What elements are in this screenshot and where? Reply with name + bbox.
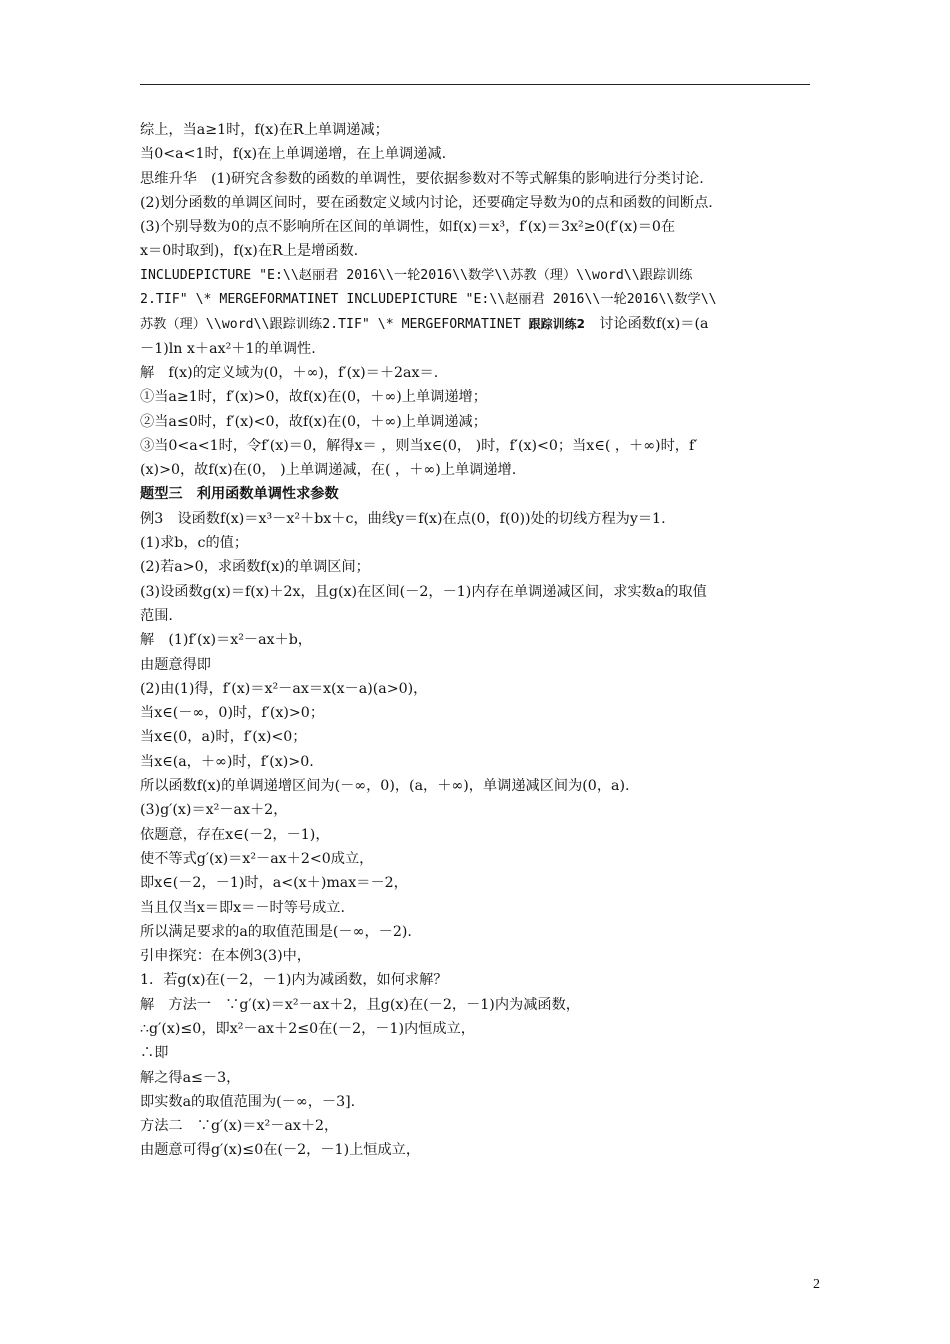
text-line: (3)设函数g(x)＝f(x)＋2x，且g(x)在区间(－2，－1)内存在单调递减区间，求实数a的取值 xyxy=(140,583,707,600)
text-line: 即x∈(－2，－1)时，a<(x＋)max＝－2， xyxy=(140,875,408,892)
page-number: 2 xyxy=(813,1277,820,1292)
text-line: －1)ln x＋ax²＋1的单调性. xyxy=(140,340,316,357)
text-line: (2)划分函数的单调区间时，要在函数定义域内讨论，还要确定导数为0的点和函数的间断点. xyxy=(140,194,713,211)
text-line: ∴g′(x)≤0，即x²－ax＋2≤0在(－2，－1)内恒成立， xyxy=(140,1020,475,1037)
text-line: 由题意得即 xyxy=(140,656,211,673)
text-line: ③当0<a<1时，令f′(x)＝0，解得x＝ ，则当x∈(0， )时，f′(x)<0；当x∈( ，＋∞)时，f′ xyxy=(140,437,698,454)
text-line: 方法二 ∵g′(x)＝x²－ax＋2， xyxy=(140,1118,339,1135)
document-body xyxy=(140,118,812,1163)
text-line: 由题意可得g′(x)≤0在(－2，－1)上恒成立， xyxy=(140,1142,421,1159)
text-line: 1．若g(x)在(－2，－1)内为减函数，如何求解？ xyxy=(140,972,448,989)
text-line: 解 方法一 ∵g′(x)＝x²－ax＋2，且g(x)在(－2，－1)内为减函数， xyxy=(140,996,580,1013)
text-line: x＝0时取到)，f(x)在R上是增函数. xyxy=(140,243,359,260)
text-line: 当且仅当x＝即x＝－时等号成立. xyxy=(140,899,345,916)
field-code-line: INCLUDEPICTURE "E:\\赵丽君 2016\\一轮2016\\数学\\苏教（理）\\word\\跟踪训练 xyxy=(140,267,693,283)
text-line: 解之得a≤－3， xyxy=(140,1069,241,1086)
text-line: 例3 设函数f(x)＝x³－x²＋bx＋c，曲线y＝f(x)在点(0，f(0))处的切线方程为y＝1. xyxy=(140,510,666,527)
text-line: (2)若a>0，求函数f(x)的单调区间； xyxy=(140,559,370,576)
text-line: 综上，当a≥1时，f(x)在R上单调递减； xyxy=(140,122,389,138)
text-line: ②当a≤0时，f′(x)<0，故f(x)在(0，＋∞)上单调递减； xyxy=(140,413,487,430)
text-line: 当0<a<1时，f(x)在上单调递增，在上单调递减. xyxy=(140,146,447,163)
mixed-line xyxy=(140,312,812,336)
text-line: 所以满足要求的a的取值范围是(－∞，－2). xyxy=(140,923,412,940)
section-heading: 题型三 利用函数单调性求参数 xyxy=(140,486,339,503)
header-rule xyxy=(140,84,810,85)
text-line: 当x∈(0，a)时，f′(x)<0； xyxy=(140,729,307,746)
text-line: 解 (1)f′(x)＝x²－ax＋b， xyxy=(140,632,312,649)
text-line: 所以函数f(x)的单调递增区间为(－∞，0)，(a，＋∞)，单调递减区间为(0，a). xyxy=(140,778,630,795)
field-code-text: 苏教（理）\\word\\跟踪训练2.TIF" \* MERGEFORMATINET xyxy=(140,317,529,333)
text-line: (3)个别导数为0的点不影响所在区间的单调性，如f(x)＝x³，f′(x)＝3x²≥0(f′(x)＝0在 xyxy=(140,219,676,236)
text-line: ∴即 xyxy=(140,1045,169,1062)
field-code-line: 2.TIF" \* MERGEFORMATINET INCLUDEPICTURE "E:\\赵丽君 2016\\一轮2016\\数学\\ xyxy=(140,292,717,308)
text-line: 思维升华 (1)研究含参数的函数的单调性，要依据参数对不等式解集的影响进行分类讨论. xyxy=(140,170,704,187)
text-line: 使不等式g′(x)＝x²－ax＋2<0成立， xyxy=(140,850,374,867)
text-segment: 讨论函数f(x)＝(a xyxy=(585,316,709,333)
text-line: (x)>0，故f(x)在(0， )上单调递减，在( ，＋∞)上单调递增. xyxy=(140,462,517,479)
text-line: (2)由(1)得，f′(x)＝x²－ax＝x(x－a)(a>0)， xyxy=(140,680,428,697)
text-line: ①当a≥1时，f′(x)>0，故f(x)在(0，＋∞)上单调递增； xyxy=(140,389,487,406)
text-line: (1)求b，c的值； xyxy=(140,535,249,552)
tracking-exercise-label: 跟踪训练2 xyxy=(528,317,585,332)
text-line: 当x∈(－∞，0)时，f′(x)>0； xyxy=(140,705,325,722)
text-line: 解 f(x)的定义域为(0，＋∞)，f′(x)＝＋2ax＝. xyxy=(140,364,439,381)
text-line: 当x∈(a，＋∞)时，f′(x)>0. xyxy=(140,753,314,770)
text-line: 依题意，存在x∈(－2，－1)， xyxy=(140,826,330,843)
text-line: 即实数a的取值范围为(－∞，－3]. xyxy=(140,1093,356,1110)
text-line: 范围. xyxy=(140,607,173,624)
text-line: 引申探究：在本例3(3)中， xyxy=(140,948,311,965)
text-line: (3)g′(x)＝x²－ax＋2， xyxy=(140,802,288,819)
